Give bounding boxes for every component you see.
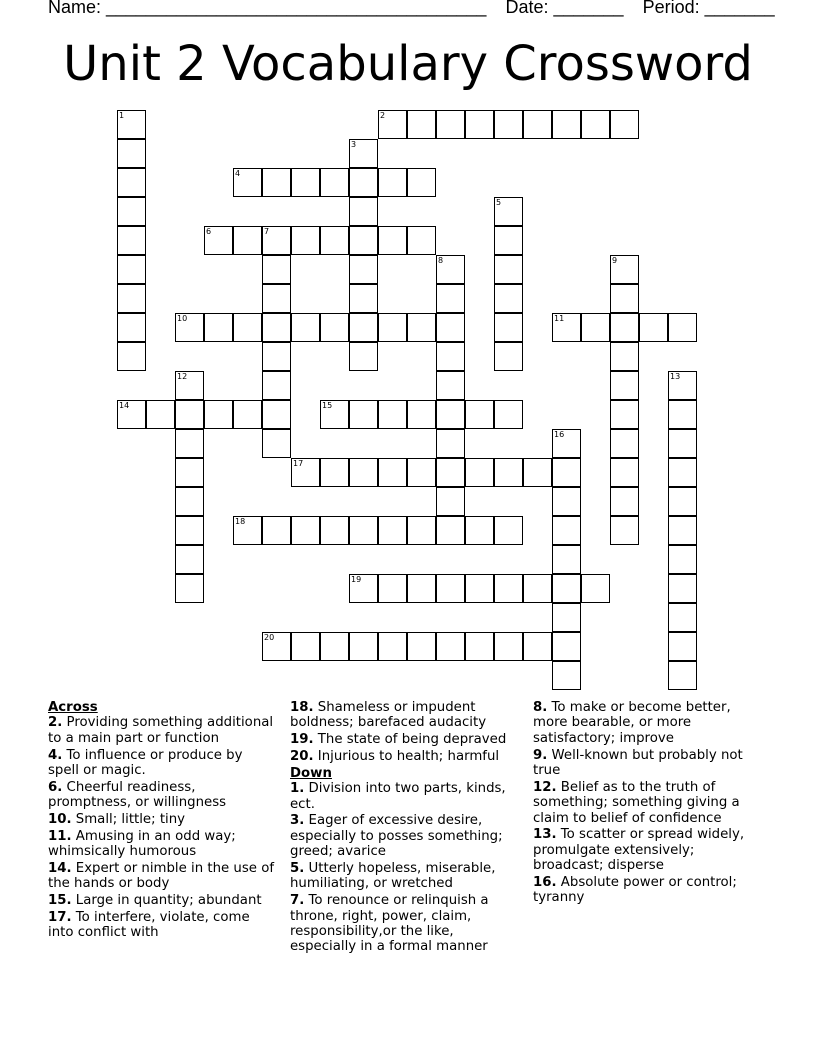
across-clue xyxy=(48,715,276,746)
crossword-cell[interactable] xyxy=(668,661,697,690)
crossword-cell[interactable] xyxy=(175,429,204,458)
crossword-cell[interactable] xyxy=(349,168,378,197)
clue-number: 15 xyxy=(322,401,333,410)
clue-number-label: 18. xyxy=(290,700,314,715)
crossword-cell[interactable] xyxy=(436,429,465,458)
clue-number-label: 13. xyxy=(533,827,557,843)
clue-number: 11 xyxy=(554,314,565,323)
clue-number: 18 xyxy=(235,517,246,526)
crossword-cell[interactable] xyxy=(610,313,639,342)
crossword-cell[interactable] xyxy=(610,284,639,313)
crossword-cell[interactable] xyxy=(146,400,175,429)
clue-number-label: 9. xyxy=(533,747,548,763)
crossword-cell[interactable] xyxy=(494,110,523,139)
crossword-cell[interactable] xyxy=(668,429,697,458)
clue-text: Eager of excessive desire, especially to posses something; greed; avarice xyxy=(290,813,503,860)
across-clue xyxy=(48,812,276,827)
crossword-cell[interactable] xyxy=(320,168,349,197)
crossword-cell[interactable] xyxy=(668,371,697,400)
clue-number-label: 17. xyxy=(48,910,72,926)
clue-text: Providing something additional to a main part or function xyxy=(48,715,274,746)
period-field-label: Period: _______ xyxy=(642,0,775,17)
clue-number: 19 xyxy=(351,575,362,584)
crossword-cell[interactable] xyxy=(175,371,204,400)
clue-number-label: 8. xyxy=(533,700,548,715)
clue-number-label: 11. xyxy=(48,828,72,844)
clue-number-label: 16. xyxy=(533,875,557,891)
clue-text: To make or become better, more bearable, or more satisfactory; improve xyxy=(533,700,731,746)
crossword-cell[interactable] xyxy=(407,226,436,255)
crossword-cell[interactable] xyxy=(407,400,436,429)
crossword-cell[interactable] xyxy=(204,400,233,429)
down-clue xyxy=(533,748,767,779)
crossword-cell[interactable] xyxy=(407,110,436,139)
clue-number-label: 14. xyxy=(48,861,72,877)
crossword-cell[interactable] xyxy=(175,458,204,487)
crossword-cell[interactable] xyxy=(262,516,291,545)
clue-number-label: 12. xyxy=(533,779,557,795)
crossword-cell[interactable] xyxy=(233,516,262,545)
crossword-cell[interactable] xyxy=(378,226,407,255)
crossword-cell[interactable] xyxy=(552,545,581,574)
crossword-cell[interactable] xyxy=(117,139,146,168)
crossword-cell[interactable] xyxy=(378,400,407,429)
crossword-cell[interactable] xyxy=(291,458,320,487)
crossword-cell[interactable] xyxy=(407,168,436,197)
crossword-cell[interactable] xyxy=(668,574,697,603)
clue-number-label: 19. xyxy=(290,732,314,748)
crossword-cell[interactable] xyxy=(233,226,262,255)
crossword-cell[interactable] xyxy=(117,313,146,342)
clue-text: To influence or produce by spell or magic. xyxy=(48,747,243,779)
crossword-cell[interactable] xyxy=(233,168,262,197)
crossword-cell[interactable] xyxy=(494,313,523,342)
crossword-cell[interactable] xyxy=(465,574,494,603)
crossword-cell[interactable] xyxy=(552,313,581,342)
crossword-cell[interactable] xyxy=(349,342,378,371)
crossword-cell[interactable] xyxy=(117,400,146,429)
crossword-cell[interactable] xyxy=(349,516,378,545)
clue-text: Amusing in an odd way; whimsically humorous xyxy=(48,828,236,860)
crossword-cell[interactable] xyxy=(436,110,465,139)
crossword-cell[interactable] xyxy=(610,342,639,371)
crossword-cell[interactable] xyxy=(407,516,436,545)
clue-text: Belief as to the truth of something; something giving a claim to belief of confidence xyxy=(533,779,740,826)
crossword-cell[interactable] xyxy=(407,313,436,342)
crossword-cell[interactable] xyxy=(436,284,465,313)
across-clue xyxy=(48,910,276,941)
crossword-cell[interactable] xyxy=(117,197,146,226)
crossword-cell[interactable] xyxy=(668,400,697,429)
crossword-cell[interactable] xyxy=(175,545,204,574)
crossword-cell[interactable] xyxy=(552,516,581,545)
crossword-cell[interactable] xyxy=(175,516,204,545)
crossword-cell[interactable] xyxy=(233,400,262,429)
crossword-cell[interactable] xyxy=(262,632,291,661)
crossword-cell[interactable] xyxy=(610,255,639,284)
across-clue xyxy=(48,829,276,860)
crossword-cell[interactable] xyxy=(610,487,639,516)
clue-number: 8 xyxy=(438,256,444,265)
crossword-cell[interactable] xyxy=(436,487,465,516)
clue-text: Expert or nimble in the use of the hands or body xyxy=(48,861,275,892)
crossword-cell[interactable] xyxy=(494,458,523,487)
down-clue xyxy=(290,781,522,812)
crossword-cell[interactable] xyxy=(668,458,697,487)
crossword-cell[interactable] xyxy=(436,574,465,603)
crossword-cell[interactable] xyxy=(407,458,436,487)
crossword-cell[interactable] xyxy=(523,110,552,139)
crossword-cell[interactable] xyxy=(291,226,320,255)
clue-text: To scatter or spread widely, promulgate extensively; broadcast; disperse xyxy=(533,827,745,874)
crossword-cell[interactable] xyxy=(494,574,523,603)
date-field-label: Date: _______ xyxy=(505,0,624,17)
crossword-cell[interactable] xyxy=(552,458,581,487)
clue-text: Well-known but probably not true xyxy=(533,747,743,779)
crossword-cell[interactable] xyxy=(610,429,639,458)
across-clue xyxy=(48,748,276,779)
crossword-cell[interactable] xyxy=(175,487,204,516)
crossword-cell[interactable] xyxy=(465,110,494,139)
crossword-cell[interactable] xyxy=(349,226,378,255)
crossword-cell[interactable] xyxy=(204,226,233,255)
clue-text: Division into two parts, kinds, ect. xyxy=(290,781,506,812)
crossword-cell[interactable] xyxy=(552,632,581,661)
crossword-cell[interactable] xyxy=(233,313,262,342)
clue-number: 17 xyxy=(293,459,304,468)
clue-text: Large in quantity; abundant xyxy=(71,893,262,909)
down-clue xyxy=(533,875,767,906)
clue-number: 2 xyxy=(380,111,386,120)
crossword-cell[interactable] xyxy=(378,632,407,661)
crossword-cell[interactable] xyxy=(581,110,610,139)
clue-number: 14 xyxy=(119,401,130,410)
crossword-cell[interactable] xyxy=(523,574,552,603)
clue-number: 16 xyxy=(554,430,565,439)
down-clue xyxy=(290,893,522,955)
clue-number: 12 xyxy=(177,372,188,381)
crossword-cell[interactable] xyxy=(436,255,465,284)
clue-text: Shameless or impudent boldness; barefaced audacity xyxy=(290,700,487,731)
crossword-cell[interactable] xyxy=(291,313,320,342)
down-clue xyxy=(290,861,522,892)
crossword-cell[interactable] xyxy=(175,400,204,429)
clue-number: 1 xyxy=(119,111,125,120)
crossword-cell[interactable] xyxy=(378,516,407,545)
crossword-cell[interactable] xyxy=(262,313,291,342)
across-clue xyxy=(290,700,522,731)
crossword-cell[interactable] xyxy=(407,574,436,603)
crossword-cell[interactable] xyxy=(494,255,523,284)
crossword-cell[interactable] xyxy=(465,400,494,429)
page-title: Unit 2 Vocabulary Crossword xyxy=(63,36,753,92)
crossword-cell[interactable] xyxy=(349,284,378,313)
clue-text: To interfere, violate, come into conflict with xyxy=(48,910,250,941)
crossword-cell[interactable] xyxy=(436,342,465,371)
crossword-cell[interactable] xyxy=(465,516,494,545)
clue-number-label: 2. xyxy=(48,715,63,731)
clue-number: 6 xyxy=(206,227,212,236)
crossword-cell[interactable] xyxy=(320,313,349,342)
crossword-cell[interactable] xyxy=(291,632,320,661)
across-clue xyxy=(48,780,276,811)
crossword-cell[interactable] xyxy=(668,487,697,516)
crossword-cell[interactable] xyxy=(349,139,378,168)
crossword-cell[interactable] xyxy=(117,168,146,197)
crossword-cell[interactable] xyxy=(320,400,349,429)
crossword-cell[interactable] xyxy=(552,110,581,139)
clue-number: 10 xyxy=(177,314,188,323)
clue-number-label: 3. xyxy=(290,813,305,829)
crossword-cell[interactable] xyxy=(407,632,436,661)
crossword-cell[interactable] xyxy=(552,487,581,516)
crossword-cell[interactable] xyxy=(262,226,291,255)
clue-number-label: 4. xyxy=(48,747,63,763)
clues-column-2 xyxy=(290,700,522,956)
clue-text: To renounce or relinquish a throne, right, power, claim, responsibility,or the like, especially in a formal manner xyxy=(290,893,489,955)
across-clue xyxy=(290,749,522,764)
across-clue xyxy=(48,861,276,892)
crossword-cell[interactable] xyxy=(436,371,465,400)
down-clue xyxy=(533,780,767,826)
crossword-cell[interactable] xyxy=(117,342,146,371)
crossword-cell[interactable] xyxy=(349,632,378,661)
clue-number-label: 5. xyxy=(290,861,305,877)
crossword-cell[interactable] xyxy=(262,342,291,371)
crossword-cell[interactable] xyxy=(494,400,523,429)
crossword-cell[interactable] xyxy=(610,371,639,400)
crossword-cell[interactable] xyxy=(378,313,407,342)
crossword-cell[interactable] xyxy=(117,226,146,255)
crossword-cell[interactable] xyxy=(291,168,320,197)
crossword-cell[interactable] xyxy=(436,400,465,429)
clue-text: Cheerful readiness, promptness, or willingness xyxy=(48,779,227,811)
crossword-cell[interactable] xyxy=(523,632,552,661)
crossword-cell[interactable] xyxy=(349,574,378,603)
clue-text: Absolute power or control; tyranny xyxy=(533,875,737,906)
clue-number-label: 10. xyxy=(48,812,72,828)
crossword-cell[interactable] xyxy=(262,284,291,313)
crossword-cell[interactable] xyxy=(262,168,291,197)
clue-number: 7 xyxy=(264,227,270,236)
crossword-cell[interactable] xyxy=(494,197,523,226)
crossword-cell[interactable] xyxy=(436,516,465,545)
across-clue xyxy=(290,732,522,747)
clue-number-label: 20. xyxy=(290,749,314,764)
crossword-cell[interactable] xyxy=(465,632,494,661)
crossword-cell[interactable] xyxy=(378,110,407,139)
crossword-cell[interactable] xyxy=(668,545,697,574)
crossword-cell[interactable] xyxy=(494,516,523,545)
crossword-cell[interactable] xyxy=(262,371,291,400)
crossword-cell[interactable] xyxy=(320,458,349,487)
clue-text: Small; little; tiny xyxy=(71,812,186,828)
crossword-cell[interactable] xyxy=(320,632,349,661)
crossword-cell[interactable] xyxy=(610,400,639,429)
crossword-cell[interactable] xyxy=(436,313,465,342)
down-clue xyxy=(533,827,767,873)
crossword-cell[interactable] xyxy=(610,458,639,487)
crossword-cell[interactable] xyxy=(494,342,523,371)
crossword-cell[interactable] xyxy=(204,313,233,342)
clue-number-label: 6. xyxy=(48,779,63,795)
crossword-cell[interactable] xyxy=(668,603,697,632)
crossword-cell[interactable] xyxy=(320,226,349,255)
crossword-cell[interactable] xyxy=(494,226,523,255)
down-clue xyxy=(290,813,522,859)
down-clue xyxy=(533,700,767,746)
crossword-cell[interactable] xyxy=(349,313,378,342)
crossword-cell[interactable] xyxy=(117,110,146,139)
crossword-cell[interactable] xyxy=(436,458,465,487)
crossword-cell[interactable] xyxy=(581,313,610,342)
name-field-label: Name: ______________________________________ xyxy=(48,0,487,17)
crossword-cell[interactable] xyxy=(552,574,581,603)
across-clue xyxy=(48,893,276,908)
crossword-cell[interactable] xyxy=(494,632,523,661)
crossword-cell[interactable] xyxy=(581,574,610,603)
crossword-cell[interactable] xyxy=(262,400,291,429)
crossword-cell[interactable] xyxy=(436,632,465,661)
crossword-cell[interactable] xyxy=(349,458,378,487)
crossword-cell[interactable] xyxy=(291,516,320,545)
crossword-cell[interactable] xyxy=(523,458,552,487)
clue-number: 13 xyxy=(670,372,681,381)
crossword-cell[interactable] xyxy=(552,661,581,690)
clue-number: 4 xyxy=(235,169,241,178)
crossword-cell[interactable] xyxy=(639,313,668,342)
clue-number-label: 7. xyxy=(290,893,305,909)
crossword-cell[interactable] xyxy=(262,429,291,458)
crossword-cell[interactable] xyxy=(465,458,494,487)
clue-text: The state of being depraved xyxy=(313,732,507,748)
crossword-cell[interactable] xyxy=(378,574,407,603)
crossword-cell[interactable] xyxy=(494,284,523,313)
crossword-cell[interactable] xyxy=(117,255,146,284)
crossword-cell[interactable] xyxy=(349,255,378,284)
crossword-cell[interactable] xyxy=(175,574,204,603)
clue-number: 20 xyxy=(264,633,275,642)
crossword-cell[interactable] xyxy=(668,516,697,545)
crossword-cell[interactable] xyxy=(552,429,581,458)
across-heading: Across xyxy=(48,700,98,715)
crossword-cell[interactable] xyxy=(610,110,639,139)
crossword-cell[interactable] xyxy=(117,284,146,313)
clues-column-1 xyxy=(48,700,276,942)
clue-number-label: 15. xyxy=(48,893,72,909)
crossword-cell[interactable] xyxy=(552,603,581,632)
crossword-cell[interactable] xyxy=(349,197,378,226)
crossword-cell[interactable] xyxy=(320,516,349,545)
clue-number: 9 xyxy=(612,256,618,265)
clue-number-label: 1. xyxy=(290,781,305,797)
header-fields xyxy=(48,0,789,18)
crossword-cell[interactable] xyxy=(175,313,204,342)
clue-text: Utterly hopeless, miserable, humiliating, or wretched xyxy=(290,861,496,892)
crossword-cell[interactable] xyxy=(668,632,697,661)
crossword-cell[interactable] xyxy=(378,168,407,197)
crossword-cell[interactable] xyxy=(668,313,697,342)
clue-text: Injurious to health; harmful xyxy=(313,749,500,764)
crossword-cell[interactable] xyxy=(378,458,407,487)
clue-number: 3 xyxy=(351,140,357,149)
crossword-cell[interactable] xyxy=(262,255,291,284)
crossword-cell[interactable] xyxy=(349,400,378,429)
clues-column-3 xyxy=(533,700,767,907)
clue-number: 5 xyxy=(496,198,502,207)
down-heading: Down xyxy=(290,765,332,781)
crossword-cell[interactable] xyxy=(610,516,639,545)
